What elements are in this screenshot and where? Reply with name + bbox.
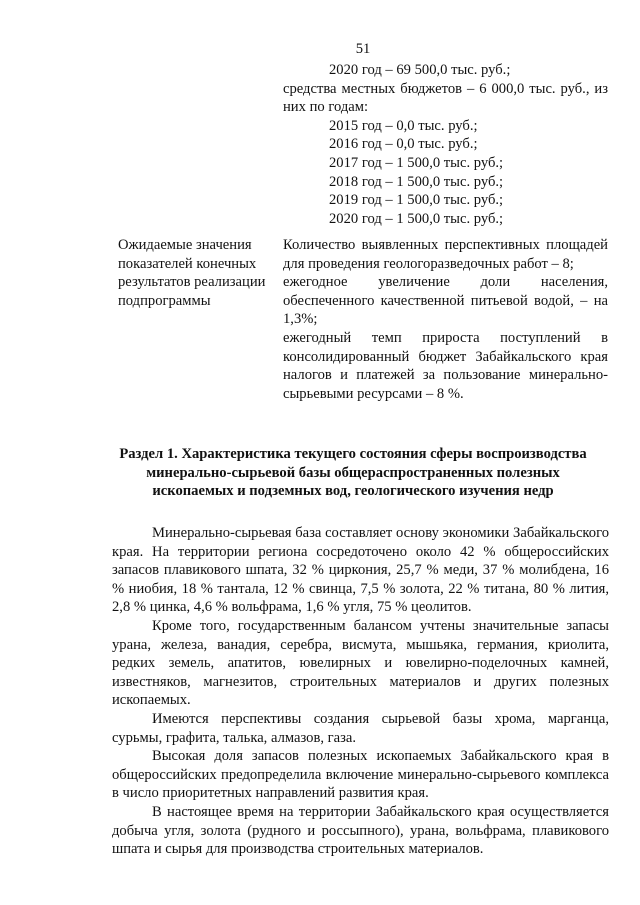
section-title-line: минерально-сырьевой базы общераспространенных полезных: [146, 464, 560, 481]
funding-year-line: 2015 год – 0,0 тыс. руб.;: [329, 117, 478, 134]
label-line: подпрограммы: [118, 292, 211, 309]
body-paragraph: Кроме того, государственным балансом учтены значительные запасы урана, железа, ванадия, серебра, висмута, мышьяка, германия, криолита, редких земель, апатитов, ювелирных и ювелирно-поделочных камней, известняков, магнезитов, строительных материалов и других полезных ископаемых.: [112, 617, 609, 709]
label-line: результатов реализации: [118, 274, 266, 291]
result-item: ежегодное увеличение доли населения, обеспеченного качественной питьевой водой, – на 1,3%;: [283, 274, 608, 328]
body-paragraph: Имеются перспективы создания сырьевой базы хрома, марганца, сурьмы, графита, талька, алмазов, газа.: [112, 710, 609, 746]
section-title-line: ископаемых и подземных вод, геологического изучения недр: [152, 483, 554, 500]
funding-2020-total: 2020 год – 69 500,0 тыс. руб.;: [329, 62, 511, 78]
local-budgets-intro: средства местных бюджетов – 6 000,0 тыс. руб., из них по годам:: [283, 80, 608, 116]
result-item: ежегодный темп прироста поступлений в консолидированный бюджет Забайкальского края налогов и платежей за пользование минерально-сырьевыми ресурсами – 8 %.: [283, 329, 608, 402]
expected-results-row: [118, 236, 608, 403]
page-number: 51: [355, 41, 371, 57]
body-paragraph: В настоящее время на территории Забайкальского края осуществляется добыча угля, золота (рудного и россыпного), урана, вольфрама, плавикового шпата и сырья для производства строительных материалов.: [112, 803, 609, 858]
section-title-line: Раздел 1. Характеристика текущего состояния сферы воспроизводства: [119, 446, 587, 462]
section-body: [112, 524, 609, 859]
result-item: Количество выявленных перспективных площадей для проведения геологоразведочных работ – 8;: [283, 237, 608, 272]
funding-block: [283, 61, 608, 228]
section-heading: [98, 445, 608, 501]
funding-year-line: 2016 год – 0,0 тыс. руб.;: [329, 136, 478, 153]
funding-year-line: 2017 год – 1 500,0 тыс. руб.;: [329, 154, 504, 171]
expected-results-values: [283, 236, 608, 403]
label-line: показателей конечных: [118, 255, 257, 272]
funding-year-line: 2019 год – 1 500,0 тыс. руб.;: [329, 192, 504, 209]
label-line: Ожидаемые значения: [118, 237, 252, 253]
body-paragraph: Высокая доля запасов полезных ископаемых Забайкальского края в общероссийских предопределила включение минерально-сырьевого комплекса в число приоритетных направлений развития края.: [112, 748, 609, 802]
funding-year-line: 2018 год – 1 500,0 тыс. руб.;: [329, 173, 504, 190]
body-paragraph: Минерально-сырьевая база составляет основу экономики Забайкальского края. На территории региона сосредоточено около 42 % общероссийских запасов плавикового шпата, 32 % циркония, 25,7 % меди, 37 % молибдена, 16 % ниобия, 18 % тантала, 12 % свинца, 7,5 % золота, 22 % титана, 80 % лития, 2,8 % цинка, 4,6 % вольфрама, 1,6 % угля, 75 % цеолитов.: [112, 525, 609, 616]
expected-results-label: [118, 236, 278, 403]
funding-year-line: 2020 год – 1 500,0 тыс. руб.;: [329, 210, 504, 227]
